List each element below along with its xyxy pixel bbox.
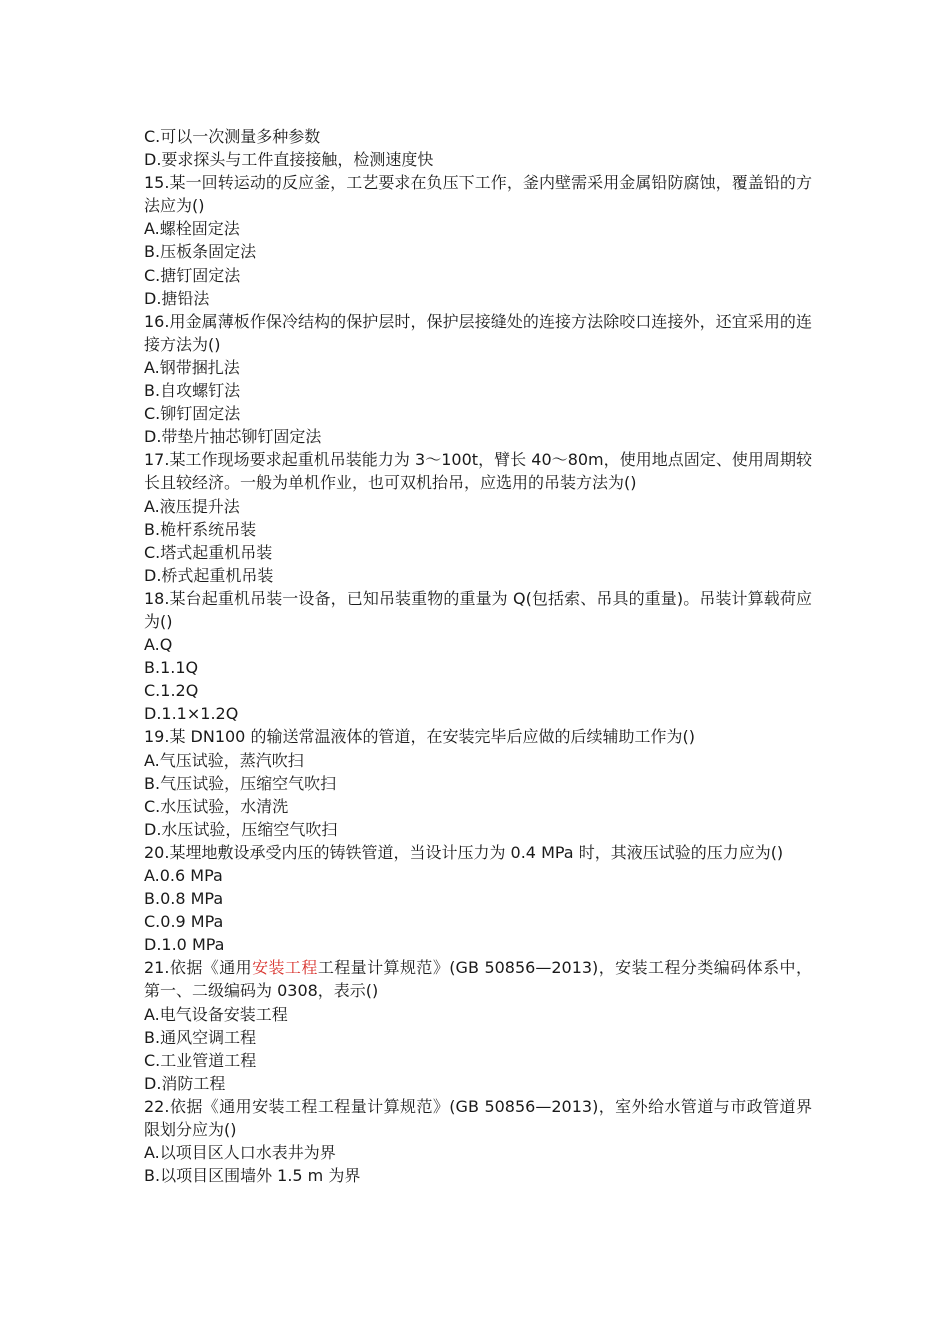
option-c: C.铆钉固定法 xyxy=(144,404,241,424)
option-a: A.以项目区人口水表井为界 xyxy=(144,1143,336,1163)
option-c: C.1.2Q xyxy=(144,681,199,701)
option-d: D.桥式起重机吊装 xyxy=(144,565,274,585)
option-c: C.0.9 MPa xyxy=(144,912,224,932)
option-a: A.螺栓固定法 xyxy=(144,219,240,239)
question-17 xyxy=(144,448,812,587)
question-19 xyxy=(144,725,812,840)
stem-part: 工程量计算规范》(GB 50856—2013)，安装工程分类编码体系中，第一、二级编码为 0308，表示() xyxy=(144,958,812,1001)
option-b: B.1.1Q xyxy=(144,658,199,678)
option-d: D.水压试验，压缩空气吹扫 xyxy=(144,819,338,839)
question-stem: 16.用金属薄板作保冷结构的保护层时，保护层接缝处的连接方法除咬口连接外，还宜采用的连接方法为() xyxy=(144,311,812,354)
option-b: B.气压试验，压缩空气吹扫 xyxy=(144,773,337,793)
question-stem: 17.某工作现场要求起重机吊装能力为 3～100t，臂长 40～80m，使用地点固定、使用周期较长且较经济。一般为单机作业，也可双机抬吊，应选用的吊装方法为() xyxy=(144,450,812,493)
question-stem: 19.某 DN100 的输送常温液体的管道，在安装完毕后应做的后续辅助工作为() xyxy=(144,727,695,747)
stem-part: 21.依据《通用 xyxy=(144,958,253,978)
option-b: B.通风空调工程 xyxy=(144,1027,257,1047)
option-c: C.塔式起重机吊装 xyxy=(144,542,273,562)
question-15 xyxy=(144,171,812,310)
option-d: D.1.0 MPa xyxy=(144,935,225,955)
option-c: C.搪钉固定法 xyxy=(144,265,241,285)
option-b: B.桅杆系统吊装 xyxy=(144,519,257,539)
question-stem xyxy=(144,956,812,1002)
option-d: D.带垫片抽芯铆钉固定法 xyxy=(144,427,322,447)
option-b: B.以项目区围墙外 1.5 m 为界 xyxy=(144,1166,361,1186)
option-c: C.工业管道工程 xyxy=(144,1050,257,1070)
option-a: A.电气设备安装工程 xyxy=(144,1004,288,1024)
question-20 xyxy=(144,841,812,956)
option-a: A.液压提升法 xyxy=(144,496,240,516)
question-stem: 22.依据《通用安装工程工程量计算规范》(GB 50856—2013)，室外给水管道与市政管道界限划分应为() xyxy=(144,1096,812,1140)
option-d: D.消防工程 xyxy=(144,1073,226,1093)
question-16 xyxy=(144,310,812,449)
question-stem: 20.某埋地敷设承受内压的铸铁管道，当设计压力为 0.4 MPa 时，其液压试验的压力应为() xyxy=(144,842,784,862)
option-c-prev: C.可以一次测量多种参数 xyxy=(144,127,321,146)
option-b: B.自攻螺钉法 xyxy=(144,381,241,401)
option-d: D.1.1×1.2Q xyxy=(144,704,239,724)
question-stem: 15.某一回转运动的反应釜，工艺要求在负压下工作，釜内壁需采用金属铅防腐蚀，覆盖铅的方法应为() xyxy=(144,173,812,216)
question-stem: 18.某台起重机吊装一设备，已知吊装重物的重量为 Q(包括索、吊具的重量)。吊装计算载荷应为() xyxy=(144,588,812,631)
highlight-link[interactable]: 安装工程 xyxy=(252,958,318,978)
question-18 xyxy=(144,587,812,726)
option-d-prev: D.要求探头与工件直接接触，检测速度快 xyxy=(144,150,434,170)
option-a: A.Q xyxy=(144,635,173,655)
option-b: B.压板条固定法 xyxy=(144,242,257,262)
option-b: B.0.8 MPa xyxy=(144,889,224,909)
option-a: A.气压试验，蒸汽吹扫 xyxy=(144,750,304,770)
question-22 xyxy=(144,1095,812,1187)
document-body xyxy=(144,125,812,1187)
option-a: A.钢带捆扎法 xyxy=(144,357,240,377)
option-d: D.搪铅法 xyxy=(144,288,210,308)
option-a: A.0.6 MPa xyxy=(144,866,223,885)
question-21 xyxy=(144,956,812,1095)
option-c: C.水压试验，水清洗 xyxy=(144,796,289,816)
